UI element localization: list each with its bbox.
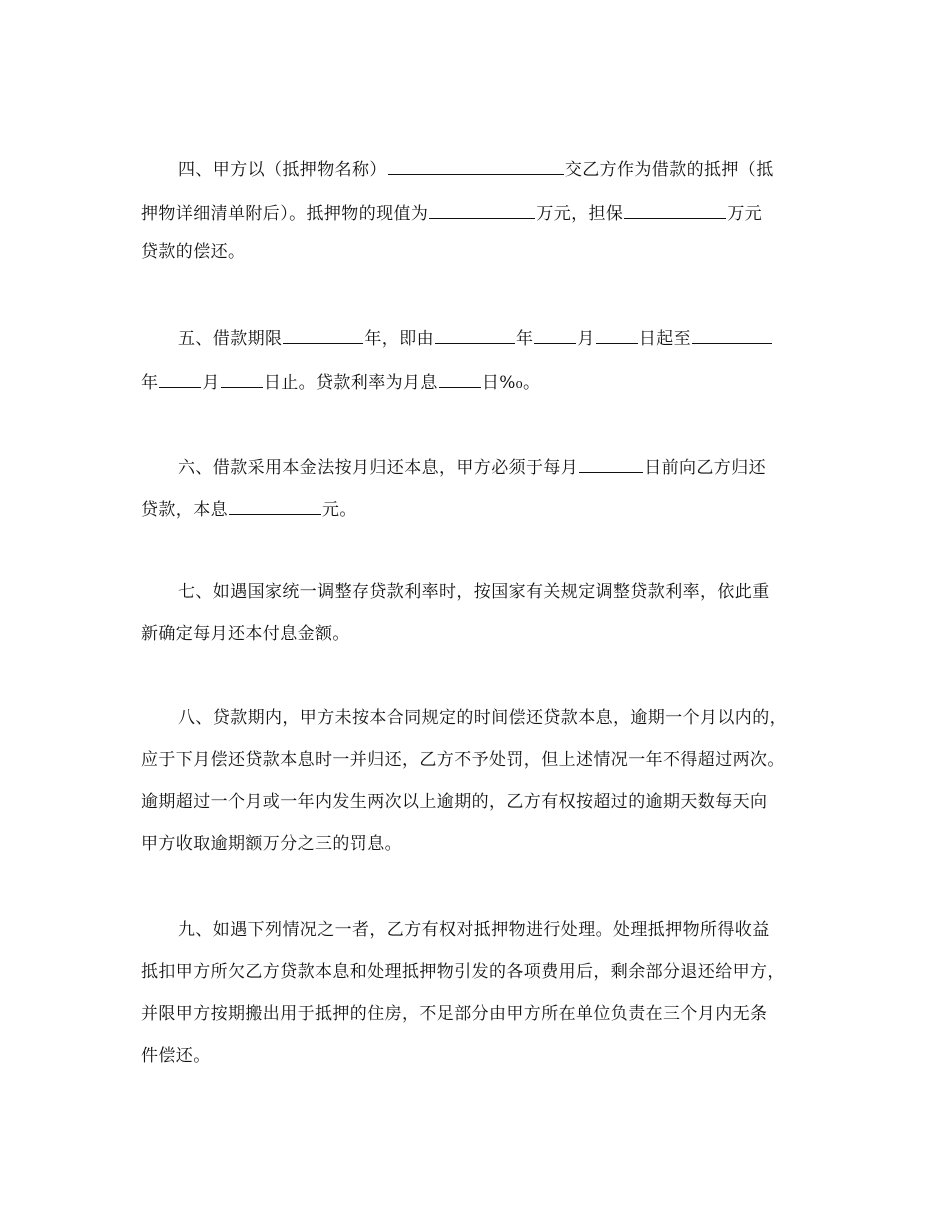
- text-segment: 年: [141, 373, 159, 393]
- text-segment: 应于下月偿还贷款本息时一并归还，乙方不予处罚，但上述情况一年不得超过两次。: [141, 750, 785, 770]
- text-segment: 并限甲方按期搬出用于抵押的住房，不足部分由甲方所在单位负责在三个月内无条: [141, 1004, 768, 1024]
- fill-blank: [283, 324, 363, 344]
- clause-9-line-2: [141, 960, 785, 984]
- text-segment: 月: [577, 329, 595, 349]
- fill-blank: [429, 199, 535, 219]
- fill-blank: [579, 453, 643, 473]
- text-segment: 八、贷款期内，甲方未按本合同规定的时间偿还贷款本息，逾期一个月以内的，: [178, 708, 787, 728]
- text-segment: 日前向乙方归还: [644, 458, 767, 478]
- clause-7-line-1: [178, 580, 770, 604]
- text-segment: 新确定每月还本付息金额。: [141, 624, 350, 644]
- fill-blank: [692, 324, 772, 344]
- text-segment: 七、如遇国家统一调整存贷款利率时，按国家有关规定调整贷款利率，依此重: [178, 582, 770, 602]
- text-segment: 九、如遇下列情况之一者，乙方有权对抵押物进行处理。处理抵押物所得收益: [178, 920, 770, 940]
- text-segment: 贷款的偿还。: [141, 242, 246, 262]
- text-segment: 日止。贷款利率为月息: [263, 373, 438, 393]
- text-segment: 月: [202, 373, 220, 393]
- fill-blank: [439, 368, 481, 388]
- fill-blank: [221, 368, 263, 388]
- text-segment: 件偿还。: [141, 1046, 211, 1066]
- clause-6-line-1: [178, 453, 766, 480]
- clause-9-line-4: [141, 1044, 211, 1068]
- clause-8-line-4: [141, 832, 402, 856]
- text-segment: 贷款，本息: [141, 500, 228, 520]
- fill-blank: [388, 155, 564, 175]
- text-segment: 押物详细清单附后）。抵押物的现值为: [141, 204, 429, 224]
- fill-blank: [534, 324, 576, 344]
- clause-5-line-2: [141, 368, 540, 395]
- clause-9-line-3: [141, 1002, 767, 1026]
- text-segment: 年，即由: [364, 329, 435, 349]
- clause-9-line-1: [178, 918, 770, 942]
- text-segment: 日起至: [638, 329, 692, 349]
- fill-blank: [596, 324, 638, 344]
- clause-4-line-1: [178, 155, 774, 182]
- fill-blank: [159, 368, 201, 388]
- clause-4-line-2: [141, 199, 762, 226]
- clause-8-line-3: [141, 790, 767, 814]
- clause-4-line-3: [141, 240, 245, 264]
- fill-blank: [229, 495, 321, 515]
- clause-6-line-2: [141, 495, 357, 522]
- text-segment: 抵扣甲方所欠乙方贷款本息和处理抵押物引发的各项费用后，剩余部分退还给甲方，: [141, 962, 785, 982]
- clause-8-line-2: [141, 748, 785, 772]
- clause-5-line-1: [178, 324, 773, 351]
- text-segment: 四、甲方以（抵押物名称）: [178, 160, 387, 180]
- text-segment: 五、借款期限: [178, 329, 283, 349]
- fill-blank: [435, 324, 515, 344]
- text-segment: 年: [516, 329, 534, 349]
- text-segment: 元。: [322, 500, 357, 520]
- text-segment: 逾期超过一个月或一年内发生两次以上逾期的，乙方有权按超过的逾期天数每天向: [141, 792, 768, 812]
- text-segment: 万元: [727, 204, 763, 224]
- fill-blank: [624, 199, 726, 219]
- text-segment: 日%₀。: [481, 373, 541, 393]
- clause-7-line-2: [141, 622, 350, 646]
- text-segment: 交乙方作为借款的抵押（抵: [564, 160, 774, 180]
- text-segment: 六、借款采用本金法按月归还本息，甲方必须于每月: [178, 458, 579, 478]
- text-segment: 甲方收取逾期额万分之三的罚息。: [141, 834, 402, 854]
- text-segment: 万元，担保: [536, 204, 624, 224]
- clause-8-line-1: [178, 706, 787, 730]
